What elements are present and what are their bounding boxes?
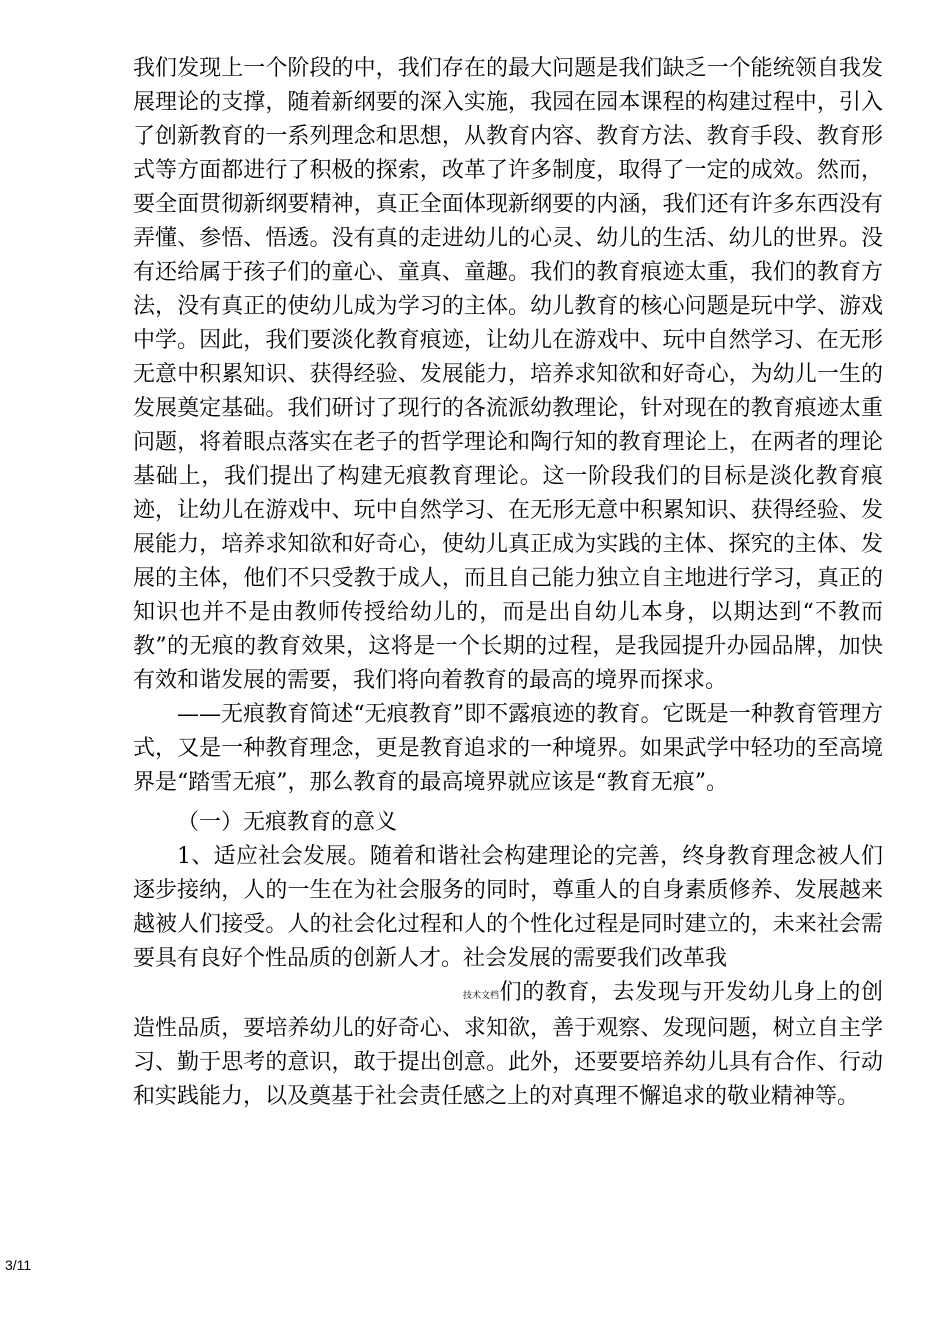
footer-mark: 技术文档 <box>463 990 500 1000</box>
paragraph-3-continuation: 们的教育，去发现与开发幼儿身上的创造性品质，要培养幼儿的好奇心、求知欲，善于观察、发现问题，树立自主学习、勤于思考的意识，敢于提出创意。此外，还要要培养幼儿具有合作、行动和实践能力，以及奠基于社会责任感之上的对真理不懈追求的敬业精神等。 <box>133 980 883 1109</box>
paragraph-1: 我们发现上一个阶段的中，我们存在的最大问题是我们缺乏一个能统领自我发展理论的支撑，随着新纲要的深入实施，我园在园本课程的构建过程中，引入了创新教育的一系列理念和思想，从教育内容、教育方法、教育手段、教育形式等方面都进行了积极的探索，改革了许多制度，取得了一定的成效。然而，要全面贯彻新纲要精神，真正全面体现新纲要的内涵，我们还有许多东西没有弄懂、参悟、悟透。没有真的走进幼儿的心灵、幼儿的生活、幼儿的世界。没有还给属于孩子们的童心、童真、童趣。我们的教育痕迹太重，我们的教育方法，没有真正的使幼儿成为学习的主体。幼儿教育的核心问题是玩中学、游戏中学。因此，我们要淡化教育痕迹，让幼儿在游戏中、玩中自然学习、在无形无意中积累知识、获得经验、发展能力，培养求知欲和好奇心，为幼儿一生的发展奠定基础。我们研讨了现行的各流派幼教理论，针对现在的教育痕迹太重问题，将着眼点落实在老子的哲学理论和陶行知的教育理论上，在两者的理论基础上，我们提出了构建无痕教育理论。这一阶段我们的目标是淡化教育痕迹，让幼儿在游戏中、玩中自然学习、在无形无意中积累知识、获得经验、发展能力，培养求知欲和好奇心，使幼儿真正成为实践的主体、探究的主体、发展的主体，他们不只受教于成人，而且自己能力独立自主地进行学习，真正的知识也并不是由教师传授给幼儿的，而是出自幼儿本身，以期达到“不教而教”的无痕的教育效果，这将是一个长期的过程，是我园提升办园品牌，加快有效和谐发展的需要，我们将向着教育的最高的境界而探求。 <box>133 56 883 693</box>
section-heading: （一）无痕教育的意义 <box>177 810 398 835</box>
body-text <box>133 52 883 1114</box>
paragraph-2: ——无痕教育简述“无痕教育”即不露痕迹的教育。它既是一种教育管理方式，又是一种教育理念，更是教育追求的一种境界。如果武学中轻功的至高境界是“踏雪无痕”，那么教育的最高境界就应该是“教育无痕”。 <box>133 702 883 795</box>
page-number: 3/11 <box>5 1257 32 1273</box>
paragraph-3-part-2 <box>133 976 883 1114</box>
paragraph-3-part-1: 1、适应社会发展。随着和谐社会构建理论的完善，终身教育理念被人们逐步接纳，人的一生在为社会服务的同时，尊重人的自身素质修养、发展越来越被人们接受。人的社会化过程和人的个性化过程是同时建立的，未来社会需要具有良好个性品质的创新人才。社会发展的需要我们改革我 <box>133 844 883 971</box>
